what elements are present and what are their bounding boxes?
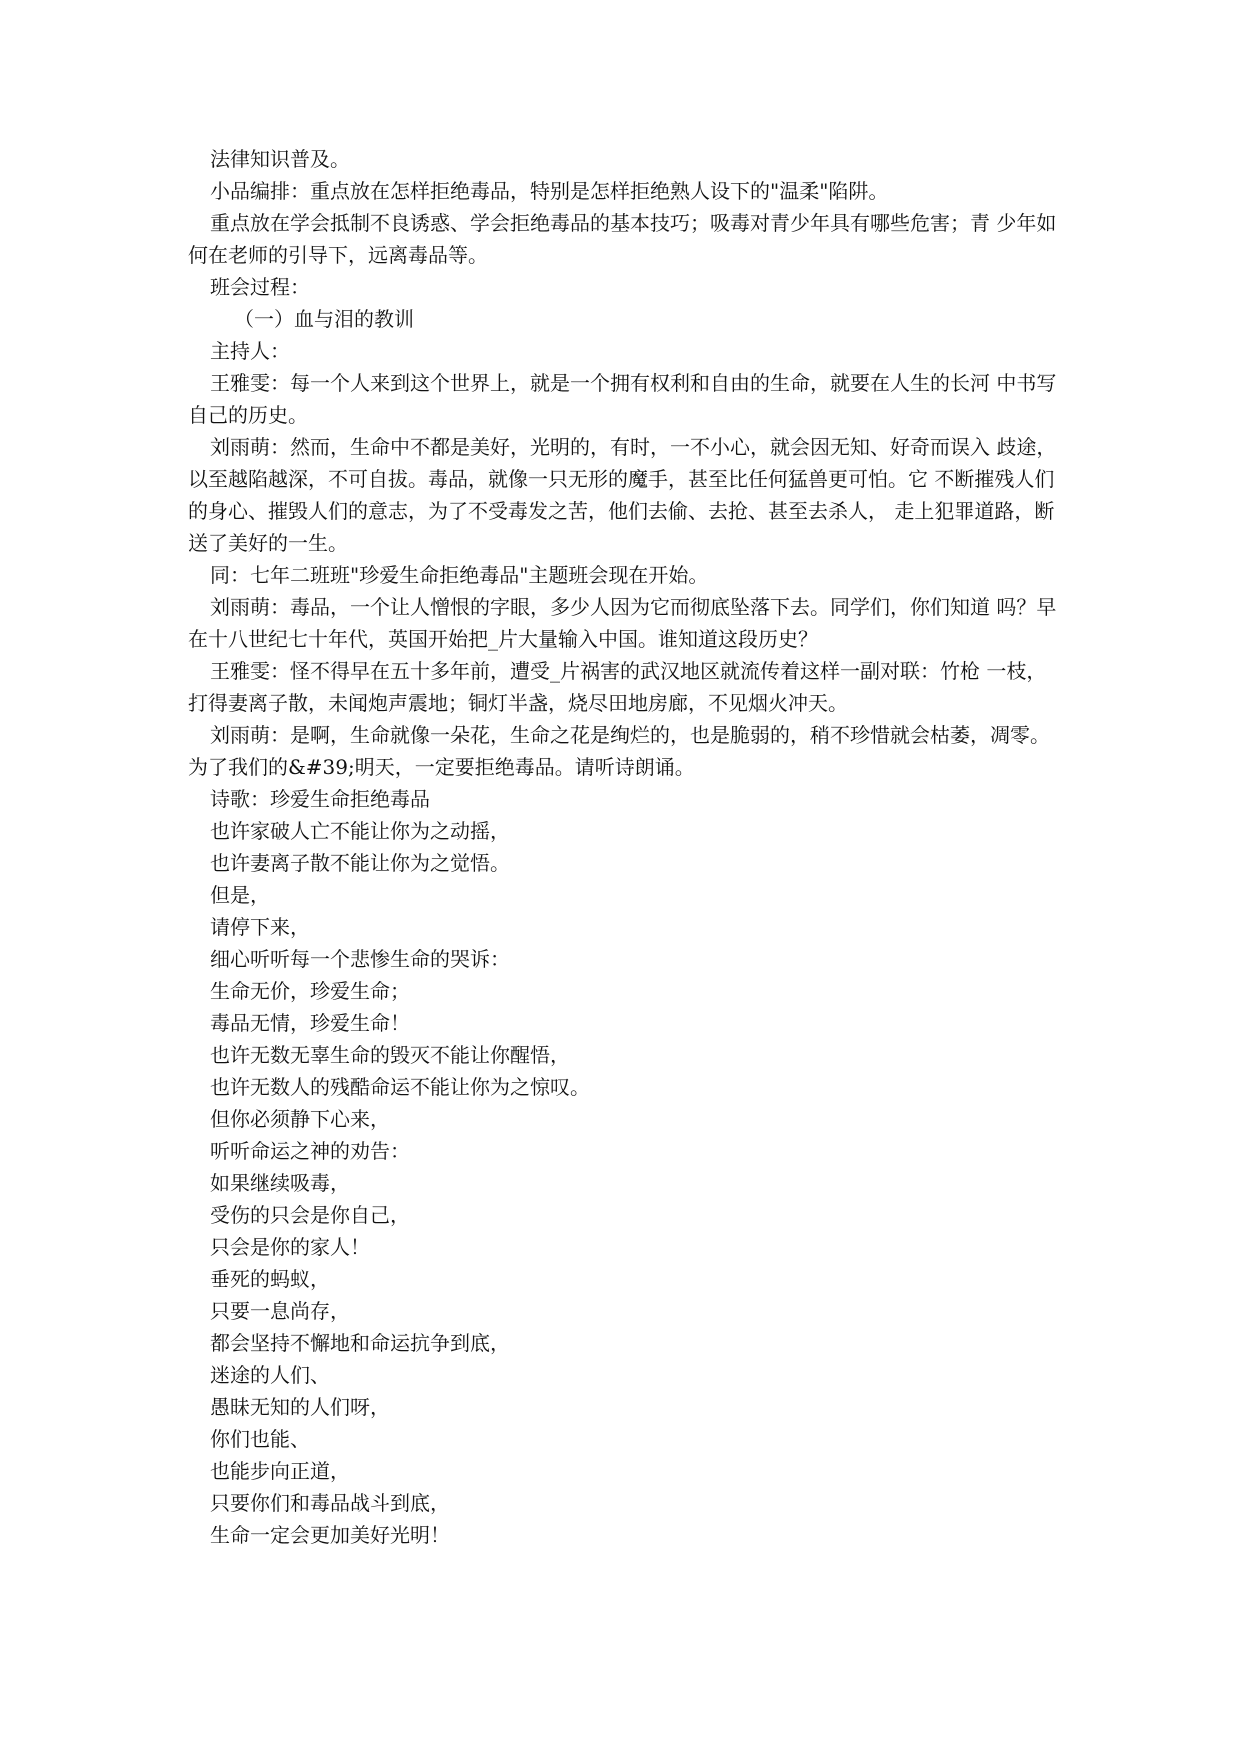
- poem-line: 如果继续吸毒，: [210, 1171, 350, 1195]
- poem-line: 细心听听每一个悲惨生命的哭诉：: [210, 947, 510, 971]
- poem-line: 也许无数人的残酷命运不能让你为之惊叹。: [210, 1075, 590, 1099]
- paragraph: 主持人：: [210, 339, 290, 363]
- paragraph: 小品编排：重点放在怎样拒绝毒品，特别是怎样拒绝熟人设下的"温柔"陷阱。: [210, 179, 889, 203]
- poem-line: 请停下来，: [210, 915, 310, 939]
- paragraph: 班会过程：: [210, 275, 310, 299]
- document-body: [188, 143, 1058, 1551]
- paragraph: 刘雨萌：毒品，一个让人憎恨的字眼，多少人因为它而彻底坠落下去。同学们，你们知道 吗？早在十八世纪七十年代，英国开始把_片大量输入中国。谁知道这段历史？: [188, 595, 1057, 651]
- poem-line: 也许无数无辜生命的毁灭不能让你醒悟，: [210, 1043, 570, 1067]
- poem-line: 受伤的只会是你自己，: [210, 1203, 410, 1227]
- poem-line: 毒品无情，珍爱生命！: [210, 1011, 410, 1035]
- paragraph: 刘雨萌：然而，生命中不都是美好，光明的，有时，一不小心，就会因无知、好奇而误入 歧途，以至越陷越深，不可自拔。毒品，就像一只无形的魔手，甚至比任何猛兽更可怕。它 不断摧残人们的身心、摧毁人们的意志，为了不受毒发之苦，他们去偷、去抢、甚至去杀人， 走上犯罪道路，断送了美好的一生。: [188, 435, 1057, 555]
- poem-line: 愚昧无知的人们呀，: [210, 1395, 390, 1419]
- poem-line: 但是，: [210, 883, 270, 907]
- poem-line: 也许妻离子散不能让你为之觉悟。: [210, 851, 510, 875]
- section-heading: （一）血与泪的教训: [234, 307, 414, 331]
- poem-line: 但你必须静下心来，: [210, 1107, 390, 1131]
- poem-line: 你们也能、: [210, 1427, 310, 1451]
- poem-line: 生命一定会更加美好光明！: [210, 1523, 450, 1547]
- poem-line: 也许家破人亡不能让你为之动摇，: [210, 819, 510, 843]
- poem-line: 只要一息尚存，: [210, 1299, 350, 1323]
- paragraph: 王雅雯：怪不得早在五十多年前，遭受_片祸害的武汉地区就流传着这样一副对联：竹枪 一枝，打得妻离子散，未闻炮声震地；铜灯半盏，烧尽田地房廊，不见烟火冲天。: [188, 659, 1047, 715]
- poem-line: 听听命运之神的劝告：: [210, 1139, 410, 1163]
- poem-line: 迷途的人们、: [210, 1363, 330, 1387]
- poem-line: 生命无价，珍爱生命；: [210, 979, 410, 1003]
- paragraph: 重点放在学会抵制不良诱惑、学会拒绝毒品的基本技巧；吸毒对青少年具有哪些危害；青 少年如何在老师的引导下，远离毒品等。: [188, 211, 1057, 267]
- poem-line: 都会坚持不懈地和命运抗争到底，: [210, 1331, 510, 1355]
- poem-line: 也能步向正道，: [210, 1459, 350, 1483]
- poem-line: 垂死的蚂蚁，: [210, 1267, 330, 1291]
- paragraph: 法律知识普及。: [210, 147, 350, 171]
- paragraph: 刘雨萌：是啊，生命就像一朵花，生命之花是绚烂的，也是脆弱的，稍不珍惜就会枯萎，凋零。为了我们的&#39;明天，一定要拒绝毒品。请听诗朗诵。: [188, 723, 1050, 779]
- poem-line: 只会是你的家人！: [210, 1235, 370, 1259]
- paragraph: 同：七年二班班"珍爱生命拒绝毒品"主题班会现在开始。: [210, 563, 709, 587]
- poem-title: 诗歌：珍爱生命拒绝毒品: [210, 787, 430, 811]
- paragraph: 王雅雯：每一个人来到这个世界上，就是一个拥有权利和自由的生命，就要在人生的长河 中书写自己的历史。: [188, 371, 1057, 427]
- poem-line: 只要你们和毒品战斗到底，: [210, 1491, 450, 1515]
